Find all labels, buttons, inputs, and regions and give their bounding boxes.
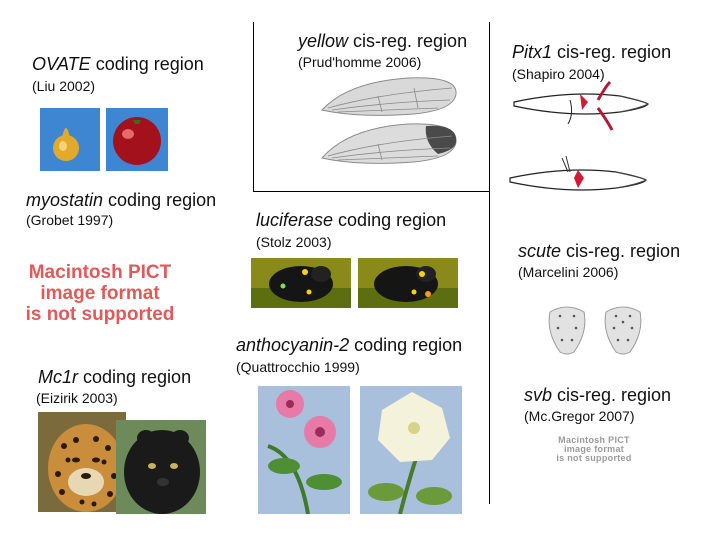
divider-right-vertical <box>489 22 490 504</box>
divider-left-vertical <box>253 22 254 192</box>
pitx1-title-rest: cis-reg. region <box>552 42 672 62</box>
pict-placeholder-small <box>532 436 656 463</box>
scute-gene: scute <box>518 241 562 261</box>
yellow-gene: yellow <box>298 31 349 51</box>
luciferase-title <box>256 210 446 231</box>
fly-wing-plain-image <box>318 74 460 120</box>
fly-thorax-left-image <box>544 302 590 356</box>
petunia-pink-image <box>258 386 350 514</box>
mc1r-title <box>38 367 191 388</box>
pitx1-title <box>512 42 671 63</box>
pict-placeholder-line3: is not supported <box>25 304 175 325</box>
anthocyanin-gene: anthocyanin-2 <box>236 335 350 355</box>
firefly-green-image <box>251 258 351 308</box>
yellow-title <box>298 31 467 52</box>
luciferase-title-rest: coding region <box>333 210 447 230</box>
svb-title <box>524 385 671 406</box>
firefly-orange-image <box>358 258 458 308</box>
jaguar-spotted-image <box>38 412 126 512</box>
svb-gene: svb <box>524 385 553 405</box>
mc1r-gene: Mc1r <box>38 367 78 387</box>
pict-placeholder-line1: Macintosh PICT <box>28 262 172 283</box>
pitx1-citation: (Shapiro 2004) <box>512 66 605 82</box>
petunia-white-image <box>360 386 462 514</box>
anthocyanin-title <box>236 335 462 356</box>
jaguar-black-image <box>116 420 206 514</box>
yellow-citation: (Prud'homme 2006) <box>298 54 422 70</box>
ovate-citation: (Liu 2002) <box>32 78 96 94</box>
ovate-gene: OVATE <box>32 54 91 74</box>
pict-placeholder-line2: image format <box>40 283 160 304</box>
pict-placeholder-small-line1: Macintosh PICT <box>558 435 630 445</box>
myostatin-gene: myostatin <box>26 190 104 210</box>
svb-citation: (Mc.Gregor 2007) <box>524 408 635 424</box>
pitx1-gene: Pitx1 <box>512 42 553 62</box>
ovate-title-rest: coding region <box>90 54 204 74</box>
mc1r-title-rest: coding region <box>78 367 192 387</box>
fly-wing-spotted-image <box>318 120 460 168</box>
luciferase-citation: (Stolz 2003) <box>256 234 332 250</box>
myostatin-title <box>26 190 216 211</box>
stickleback-pelvis-red-image <box>510 80 654 134</box>
tomato-large-image <box>106 108 168 171</box>
ovate-title <box>32 54 204 75</box>
pict-placeholder-small-line2: image format <box>563 444 625 454</box>
myostatin-citation: (Grobet 1997) <box>26 212 114 228</box>
pict-placeholder-small-line3: is not supported <box>556 453 632 463</box>
stickleback-pelvis-reduced-image <box>506 152 652 208</box>
myostatin-title-rest: coding region <box>103 190 217 210</box>
pict-placeholder-large <box>14 262 186 325</box>
mc1r-citation: (Eizirik 2003) <box>36 390 118 406</box>
anthocyanin-title-rest: coding region <box>349 335 463 355</box>
divider-middle-horizontal <box>253 191 490 192</box>
yellow-title-rest: cis-reg. region <box>348 31 468 51</box>
luciferase-gene: luciferase <box>256 210 334 230</box>
anthocyanin-citation: (Quattrocchio 1999) <box>236 359 360 375</box>
svb-title-rest: cis-reg. region <box>552 385 672 405</box>
tomato-small-image <box>40 108 100 171</box>
fly-thorax-right-image <box>600 302 646 356</box>
scute-title-rest: cis-reg. region <box>561 241 681 261</box>
scute-title <box>518 241 680 262</box>
scute-citation: (Marcelini 2006) <box>518 264 619 280</box>
